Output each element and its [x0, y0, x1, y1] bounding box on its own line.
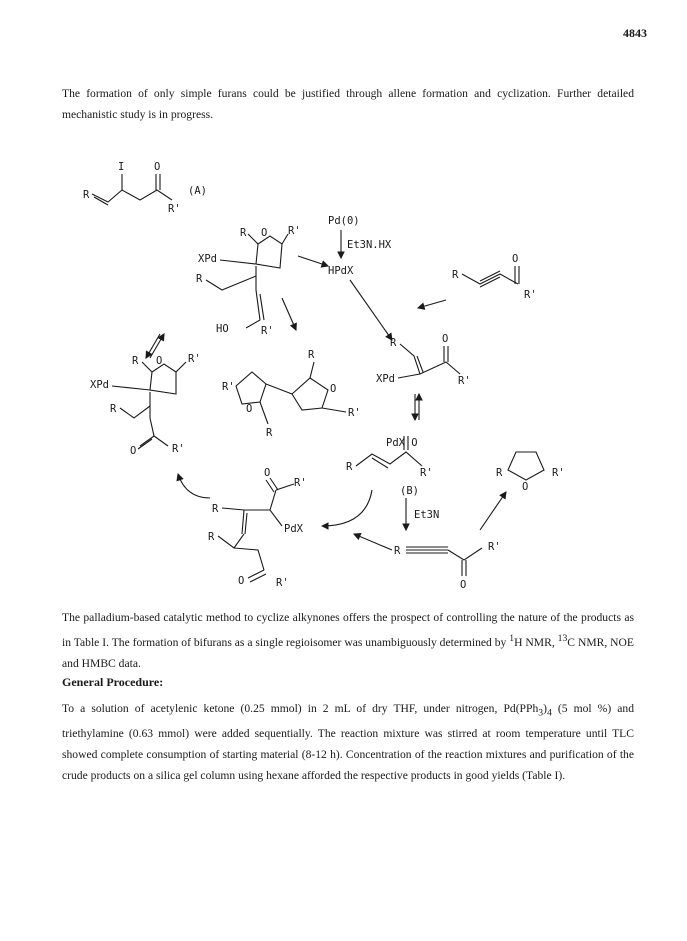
- catalyst-label: Pd(0): [328, 215, 360, 227]
- svg-text:(B): (B): [400, 485, 419, 497]
- svg-text:O: O: [522, 481, 529, 493]
- diene-pd-intermediate: [208, 467, 307, 589]
- simple-furan-product: [496, 452, 565, 493]
- svg-text:R': R': [458, 375, 471, 387]
- svg-text:R': R': [188, 353, 201, 365]
- svg-text:R: R: [390, 337, 397, 349]
- base-label: Et3N: [414, 509, 440, 521]
- procedure-paragraph: To a solution of acetylenic ketone (0.25 mmol) in 2 mL of dry THF, under nitrogen, $Pd(PPh_3)_4$ (5 mol %) and triethylamine (0.63 mmol) were added sequentially. The reaction mixture was stirred at room temperature until TLC showed complete consumption of starting material (8-12 h). Concentration of the reaction mixtures and purification of the crude products on a silica gel column using hexane afforded the respective products in good yields (Table I).: [62, 702, 634, 783]
- svg-text:R: R: [394, 545, 401, 557]
- svg-text:O: O: [238, 575, 245, 587]
- svg-text:R': R': [294, 477, 307, 489]
- svg-text:R': R': [348, 407, 361, 419]
- compound-a: [83, 161, 207, 215]
- hydride-label: HPdX: [328, 265, 354, 277]
- compound-b: [346, 436, 433, 497]
- svg-text:R': R': [524, 289, 537, 301]
- svg-text:PdX: PdX: [284, 523, 303, 535]
- svg-text:O: O: [330, 383, 337, 395]
- label-r: R: [83, 189, 90, 201]
- svg-text:XPd: XPd: [198, 253, 217, 265]
- svg-text:R': R': [172, 443, 185, 455]
- svg-text:R': R': [222, 381, 235, 393]
- svg-text:R: R: [266, 427, 273, 439]
- svg-text:R': R': [276, 577, 289, 589]
- svg-text:O: O: [130, 445, 137, 457]
- svg-text:PdX O: PdX O: [386, 437, 418, 449]
- svg-text:R: R: [208, 531, 215, 543]
- svg-text:O: O: [512, 253, 519, 265]
- reaction-scheme: [60, 150, 630, 595]
- svg-text:O: O: [264, 467, 271, 479]
- svg-text:R': R': [552, 467, 565, 479]
- svg-text:HO: HO: [216, 323, 229, 335]
- label-a: (A): [188, 185, 207, 197]
- label-o: O: [154, 161, 161, 173]
- base-salt-label: Et3N.HX: [347, 239, 392, 251]
- alkynone-top-right: [452, 253, 537, 301]
- svg-text:R: R: [212, 503, 219, 515]
- svg-text:O: O: [261, 227, 268, 239]
- general-procedure-heading: General Procedure:: [62, 675, 164, 689]
- svg-text:R: R: [110, 403, 117, 415]
- svg-text:R: R: [308, 349, 315, 361]
- svg-text:R: R: [240, 227, 247, 239]
- page-number: 4843: [623, 26, 647, 40]
- svg-text:R: R: [496, 467, 503, 479]
- label-i: I: [118, 161, 125, 173]
- method-paragraph: The palladium-based catalytic method to cyclize alkynones offers the prospect of controlling the nature of the products as in Table I. The formation of bifurans as a single regioisomer was unambiguously determined by $^1$H NMR, $^{13}$C NMR, NOE and HMBC data.: [62, 611, 635, 670]
- vinyl-pd-intermediate: [376, 333, 471, 387]
- svg-text:R': R': [420, 467, 433, 479]
- svg-text:XPd: XPd: [376, 373, 395, 385]
- svg-text:R: R: [132, 355, 139, 367]
- svg-text:R': R': [488, 541, 501, 553]
- intro-paragraph: The formation of only simple furans could be justified through allene formation and cyclization. Further detailed mechanistic study is in progress.: [62, 87, 634, 121]
- svg-text:R': R': [261, 325, 274, 337]
- dihydrofuran-intermediate-top: [196, 225, 301, 337]
- svg-text:R: R: [346, 461, 353, 473]
- svg-text:O: O: [156, 355, 163, 367]
- svg-text:XPd: XPd: [90, 379, 109, 391]
- dihydrofuran-ketone-left: [90, 353, 201, 457]
- svg-text:O: O: [460, 579, 467, 591]
- svg-text:R: R: [452, 269, 459, 281]
- svg-text:R: R: [196, 273, 203, 285]
- svg-text:R': R': [288, 225, 301, 237]
- svg-text:O: O: [442, 333, 449, 345]
- bifuran-product: [222, 349, 361, 439]
- label-r-prime: R': [168, 203, 181, 215]
- alkynone-bottom: [394, 541, 501, 591]
- svg-text:O: O: [246, 403, 253, 415]
